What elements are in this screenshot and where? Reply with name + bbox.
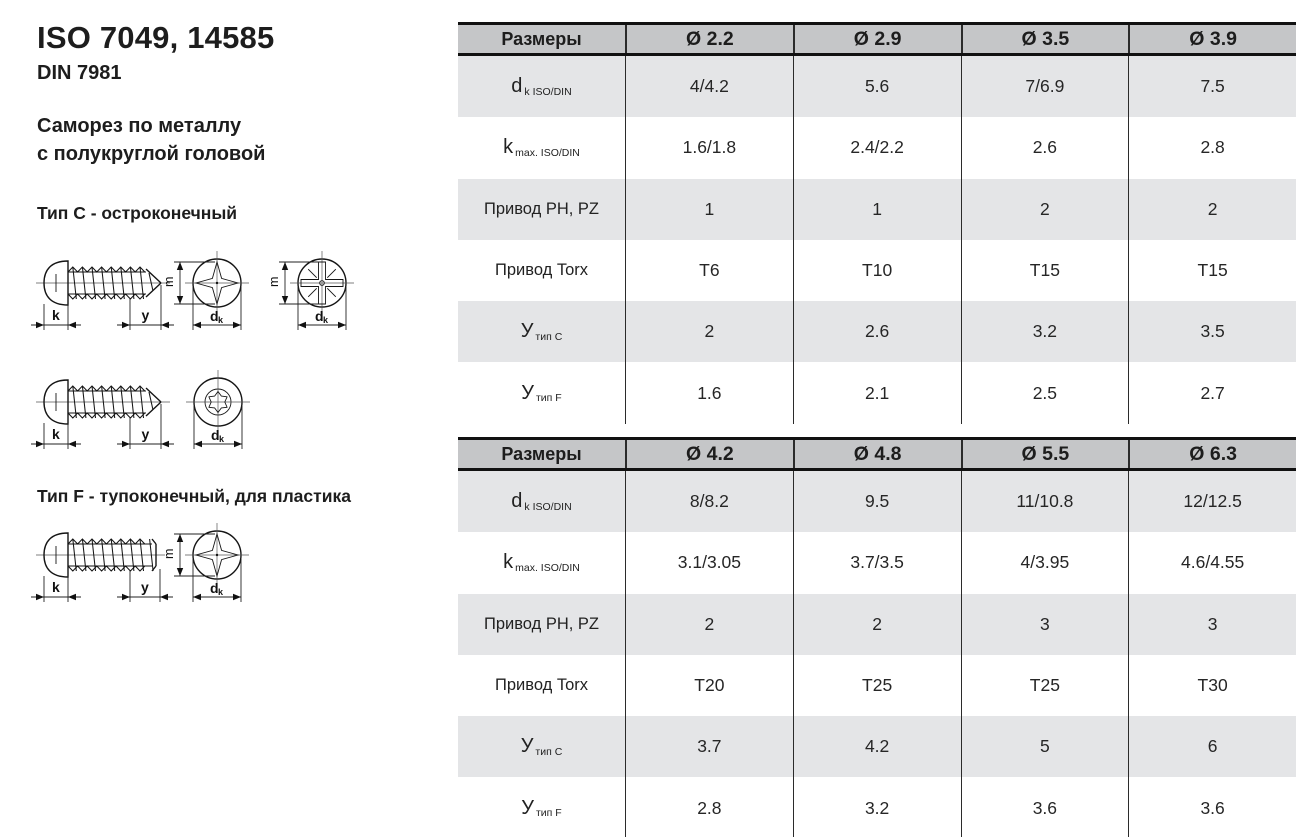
dimension-label: m	[162, 548, 176, 559]
dimension-value: 4.2	[793, 716, 961, 777]
dimension-value: 4/3.95	[961, 532, 1129, 593]
column-header-diameter: Ø 5.5	[961, 440, 1129, 468]
dimension-value: 2.6	[793, 301, 961, 362]
row-label-subscript: k ISO/DIN	[524, 500, 572, 513]
row-label-main: У	[521, 381, 534, 404]
dimension-value: 2.8	[1128, 117, 1296, 178]
dimension-label: y	[141, 307, 150, 323]
table-header-row	[458, 437, 1296, 471]
dimension-label: d	[210, 308, 219, 324]
dimension-value: 5.6	[793, 56, 961, 117]
dimension-value: 4/4.2	[625, 56, 793, 117]
dimension-label: k	[52, 426, 60, 442]
row-label	[458, 594, 625, 655]
row-label	[458, 117, 625, 178]
screw-side-view-type-c	[31, 261, 174, 330]
row-label	[458, 532, 625, 593]
row-label-subscript: max. ISO/DIN	[515, 146, 580, 159]
dimension-value: 1	[625, 179, 793, 240]
dimension-value: 7/6.9	[961, 56, 1129, 117]
row-label	[458, 471, 625, 532]
dimension-value: T6	[625, 240, 793, 301]
table-row	[458, 240, 1296, 301]
page-title: ISO 7049, 14585	[37, 20, 275, 55]
dimension-value: 2.7	[1128, 362, 1296, 423]
row-label	[458, 179, 625, 240]
description-line-2: с полукруглой головой	[37, 143, 266, 165]
dimension-value: 2	[1128, 179, 1296, 240]
column-header-diameter: Ø 4.2	[625, 440, 793, 468]
dimension-label: y	[141, 426, 150, 442]
table-row	[458, 655, 1296, 716]
row-label-main: d	[511, 490, 523, 513]
column-header-diameter: Ø 2.2	[625, 25, 793, 53]
table-row	[458, 301, 1296, 362]
dimension-label: k	[218, 315, 224, 325]
dimension-value: 3	[1128, 594, 1296, 655]
row-label	[458, 777, 625, 837]
screw-side-view-type-f	[31, 533, 173, 602]
dimension-label: k	[52, 579, 60, 595]
table-row	[458, 362, 1296, 423]
table-header-label: Размеры	[501, 28, 582, 49]
torx-head-view	[186, 370, 250, 449]
dimension-label: m	[267, 276, 281, 287]
dimension-value: 11/10.8	[961, 471, 1129, 532]
column-header-diameter: Ø 3.9	[1128, 25, 1296, 53]
dimension-value: 2	[625, 594, 793, 655]
technical-drawings	[0, 0, 455, 700]
dimension-label: y	[141, 579, 149, 595]
column-header-diameter: Ø 4.8	[793, 440, 961, 468]
row-label-main: k	[503, 136, 514, 159]
table-row	[458, 179, 1296, 240]
row-label	[458, 655, 625, 716]
dimension-value: 3.7	[625, 716, 793, 777]
dimension-value: 8/8.2	[625, 471, 793, 532]
column-header-diameter: Ø 2.9	[793, 25, 961, 53]
dimension-value: 2.4/2.2	[793, 117, 961, 178]
dimension-value: 7.5	[1128, 56, 1296, 117]
row-label-main: k	[503, 551, 514, 574]
dimension-value: 5	[961, 716, 1129, 777]
dimension-value: 3.2	[793, 777, 961, 837]
dimension-label: k	[52, 307, 60, 323]
row-label-main: Привод Torx	[494, 676, 589, 695]
row-label	[458, 56, 625, 117]
dimension-value: T10	[793, 240, 961, 301]
dimension-value: 6	[1128, 716, 1296, 777]
dimension-value: T25	[793, 655, 961, 716]
column-header-diameter: Ø 6.3	[1128, 440, 1296, 468]
dimension-label: d	[211, 427, 220, 443]
row-label-subscript: тип C	[535, 745, 563, 758]
dimension-value: 2.1	[793, 362, 961, 423]
page-standard: DIN 7981	[37, 62, 122, 84]
dimension-value: 3.6	[961, 777, 1129, 837]
dimension-value: T20	[625, 655, 793, 716]
dimension-value: 2	[793, 594, 961, 655]
row-label	[458, 362, 625, 423]
table-row	[458, 777, 1296, 837]
screw-side-view-type-c-torx	[31, 380, 174, 449]
row-label	[458, 301, 625, 362]
row-label	[458, 240, 625, 301]
table-row	[458, 471, 1296, 532]
table-header-row	[458, 22, 1296, 56]
dimension-value: 2.5	[961, 362, 1129, 423]
dimension-label: m	[162, 276, 176, 287]
table-row	[458, 56, 1296, 117]
table-header-label: Размеры	[501, 443, 582, 464]
row-label-subscript: тип F	[536, 807, 562, 820]
dimension-value: T15	[961, 240, 1129, 301]
dimension-value: 3.1/3.05	[625, 532, 793, 593]
row-label	[458, 716, 625, 777]
dimension-value: 3.5	[1128, 301, 1296, 362]
dimension-label: d	[210, 580, 219, 596]
dimension-label: k	[219, 434, 225, 444]
column-header-diameter: Ø 3.5	[961, 25, 1129, 53]
dimension-value: 2	[625, 301, 793, 362]
dimension-table-small-diameters	[458, 22, 1296, 424]
dimension-value: 2.8	[625, 777, 793, 837]
dimension-value: T30	[1128, 655, 1296, 716]
row-label-subscript: k ISO/DIN	[524, 85, 572, 98]
table-row	[458, 117, 1296, 178]
dimension-label: d	[315, 308, 324, 324]
row-label-main: Привод PH, PZ	[483, 614, 600, 633]
table-row	[458, 716, 1296, 777]
dimension-value: 2.6	[961, 117, 1129, 178]
dimension-label: k	[323, 315, 329, 325]
row-label-main: У	[520, 320, 534, 343]
dimension-table-large-diameters	[458, 437, 1296, 837]
type-f-heading: Тип F - тупоконечный, для пластика	[37, 486, 351, 506]
dimension-value: 9.5	[793, 471, 961, 532]
table-row	[458, 532, 1296, 593]
type-c-heading: Тип C - остроконечный	[37, 203, 238, 223]
phillips-head-view-type-f	[162, 523, 249, 602]
dimension-value: 1.6/1.8	[625, 117, 793, 178]
row-label-main: У	[521, 796, 534, 819]
dimension-value: 3	[961, 594, 1129, 655]
row-label-main: Привод Torx	[494, 261, 589, 280]
dimension-value: 1	[793, 179, 961, 240]
dimension-label: k	[218, 587, 224, 597]
dimension-value: 2	[961, 179, 1129, 240]
dimension-value: 3.7/3.5	[793, 532, 961, 593]
row-label-subscript: max. ISO/DIN	[515, 561, 580, 574]
dimension-value: 12/12.5	[1128, 471, 1296, 532]
row-label-subscript: тип C	[535, 330, 563, 343]
dimension-value: 4.6/4.55	[1128, 532, 1296, 593]
phillips-head-view	[162, 251, 249, 330]
table-row	[458, 594, 1296, 655]
row-label-main: d	[511, 75, 523, 98]
pozidriv-head-view	[267, 251, 354, 330]
dimension-value: T15	[1128, 240, 1296, 301]
dimension-value: 3.2	[961, 301, 1129, 362]
row-label-main: У	[520, 735, 534, 758]
dimension-value: 3.6	[1128, 777, 1296, 837]
description-line-1: Саморез по металлу	[37, 115, 242, 137]
dimension-value: 1.6	[625, 362, 793, 423]
dimension-value: T25	[961, 655, 1129, 716]
row-label-main: Привод PH, PZ	[483, 199, 600, 218]
row-label-subscript: тип F	[536, 392, 562, 405]
